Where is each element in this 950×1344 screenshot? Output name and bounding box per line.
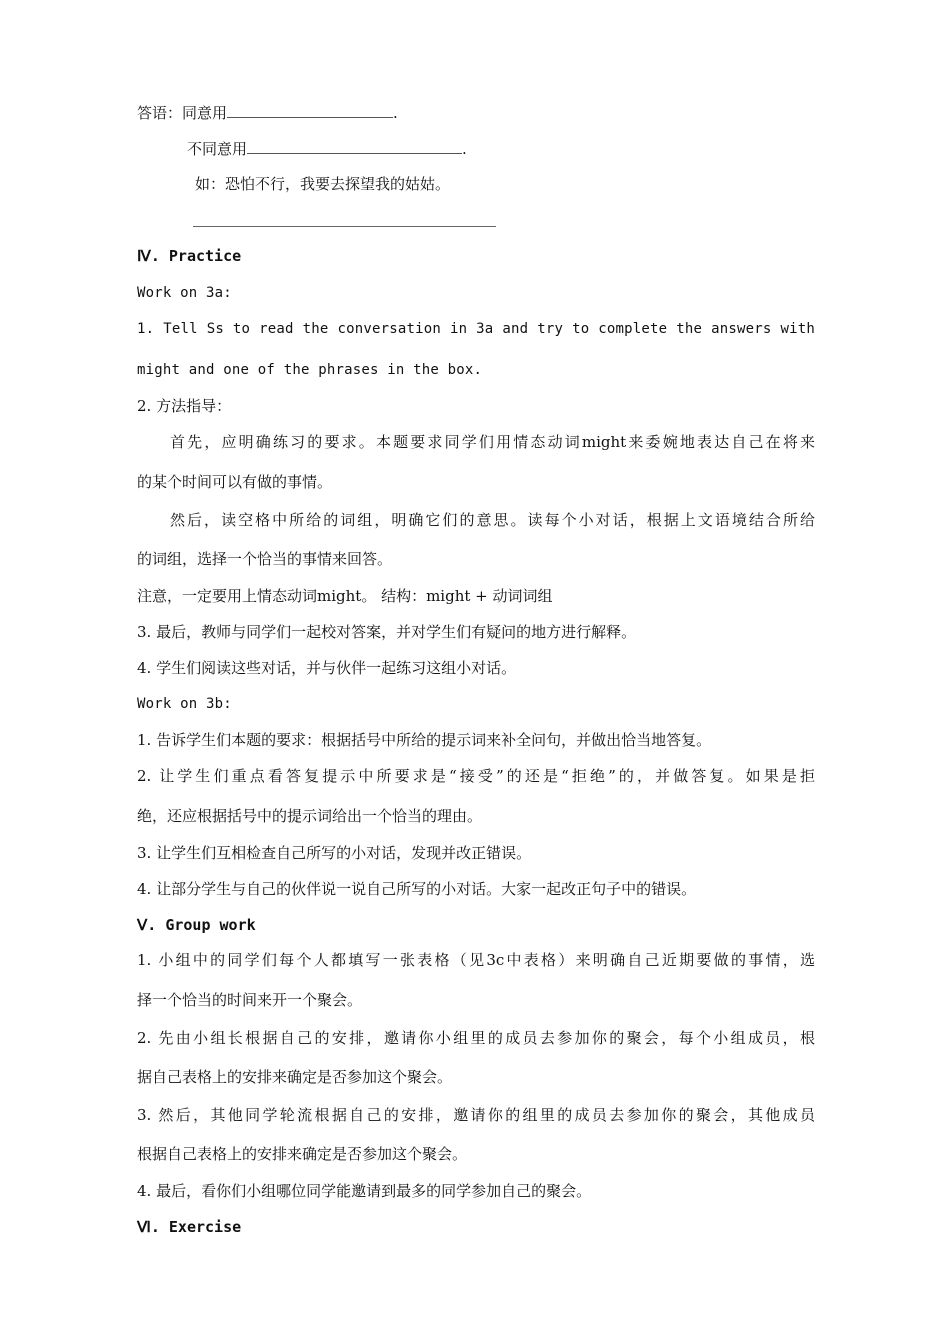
item-2-method: 2. 方法指导： (137, 397, 232, 415)
work-3a-label: Work on 3a: (137, 285, 232, 301)
group-3-line-2: 根据自己表格上的安排来确定是否参加这个聚会。 (137, 1145, 468, 1163)
answer-agree-label: 答语：同意用 (137, 104, 228, 122)
method-para-2-line-2: 的词组，选择一个恰当的事情来回答。 (137, 550, 393, 568)
disagree-blank (247, 138, 462, 154)
section-4-heading: Ⅳ. Practice (137, 247, 242, 265)
example-answer-blank (193, 226, 496, 227)
answer-disagree-label: 不同意用 (187, 140, 248, 158)
method-para-1-line-1: 首先，应明确练习的要求。本题要求同学们用情态动词might来委婉地表达自己在将来 (170, 433, 815, 451)
group-2-line-2: 据自己表格上的安排来确定是否参加这个聚会。 (137, 1068, 453, 1086)
item-3b-2-line-2: 绝，还应根据括号中的提示词给出一个恰当的理由。 (137, 807, 483, 825)
group-1-line-1: 1. 小组中的同学们每个人都填写一张表格（见3c中表格）来明确自己近期要做的事情，选 (137, 951, 815, 969)
answer-agree-line (137, 102, 398, 123)
item-4: 4. 学生们阅读这些对话，并与伙伴一起练习这组小对话。 (137, 659, 517, 677)
group-4: 4. 最后，看你们小组哪位同学能邀请到最多的同学参加自己的聚会。 (137, 1182, 592, 1200)
item-3: 3. 最后，教师与同学们一起校对答案，并对学生们有疑问的地方进行解释。 (137, 623, 637, 641)
answer-disagree-end: . (462, 140, 467, 158)
note-line: 注意，一定要用上情态动词might。 结构：might + 动词词组 (137, 587, 553, 605)
group-2-line-1: 2. 先由小组长根据自己的安排，邀请你小组里的成员去参加你的聚会，每个小组成员，根 (137, 1029, 815, 1047)
work-3b-label: Work on 3b: (137, 696, 232, 712)
answer-example: 如：恐怕不行，我要去探望我的姑姑。 (195, 175, 451, 193)
group-1-line-2: 择一个恰当的时间来开一个聚会。 (137, 991, 363, 1009)
item-3b-3: 3. 让学生们互相检查自己所写的小对话，发现并改正错误。 (137, 844, 532, 862)
item-3b-4: 4. 让部分学生与自己的伙伴说一说自己所写的小对话。大家一起改正句子中的错误。 (137, 880, 697, 898)
answer-agree-end: . (393, 104, 398, 122)
agree-blank (227, 102, 393, 118)
method-para-2-line-1: 然后，读空格中所给的词组，明确它们的意思。读每个小对话，根据上文语境结合所给 (170, 511, 815, 529)
answer-disagree-line (187, 138, 467, 159)
item-3b-2-line-1: 2. 让学生们重点看答复提示中所要求是“接受”的还是“拒绝”的，并做答复。如果是拒 (137, 767, 815, 785)
section-5-heading: Ⅴ. Group work (137, 916, 256, 934)
section-6-heading: Ⅵ. Exercise (137, 1218, 242, 1236)
item-3b-1: 1. 告诉学生们本题的要求：根据括号中所给的提示词来补全问句，并做出恰当地答复。 (137, 731, 712, 749)
item-1-line-1: 1. Tell Ss to read the conversation in 3a and try to complete the answers with (137, 321, 815, 337)
item-1-line-2: might and one of the phrases in the box. (137, 362, 483, 378)
group-3-line-1: 3. 然后，其他同学轮流根据自己的安排，邀请你的组里的成员去参加你的聚会，其他成员 (137, 1106, 815, 1124)
method-para-1-line-2: 的某个时间可以有做的事情。 (137, 473, 333, 491)
